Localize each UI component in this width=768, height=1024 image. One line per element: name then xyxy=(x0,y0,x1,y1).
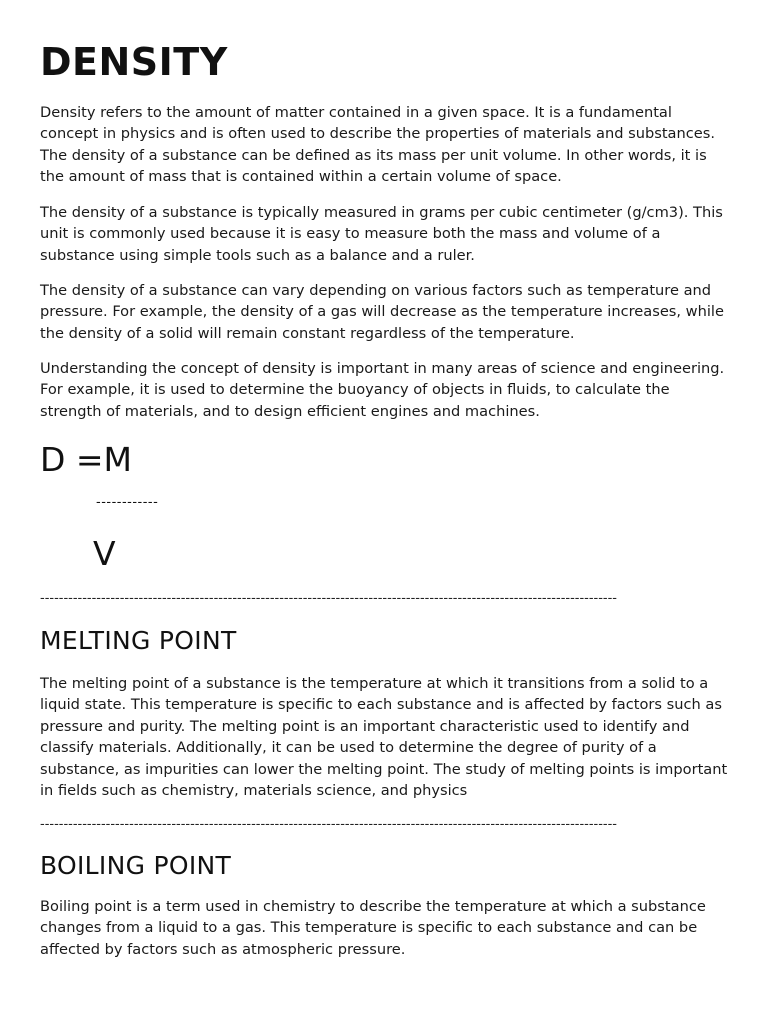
melting-point-paragraph: The melting point of a substance is the temperature at which it transitions from a solid to a liquid state. This temperature is specific to each substance and is affected by factors such as pressure and purity. The melting point is an important characteristic used to identify and classify materials. Additionally, it can be used to determine the degree of purity of a substance, as impurities can lower the melting point. The study of melting points is important in fields such as chemistry, materials science, and physics xyxy=(40,675,728,800)
density-paragraph-3: The density of a substance can vary depending on various factors such as temperature and pressure. For example, the density of a gas will decrease as the temperature increases, while the density of a solid will remain constant regardless of the temperature. xyxy=(40,282,724,342)
section-divider-1: --------------------------------------------------------------------------------------------------------------------------- xyxy=(40,591,617,606)
density-paragraph-1: Density refers to the amount of matter contained in a given space. It is a fundamental concept in physics and is often used to describe the properties of materials and substances. The density of a substance can be defined as its mass per unit volume. In other words, it is the amount of mass that is contained within a certain volume of space. xyxy=(40,104,715,186)
formula-denominator: V xyxy=(93,534,116,573)
density-paragraph-4: Understanding the concept of density is important in many areas of science and engineering. For example, it is used to determine the buoyancy of objects in fluids, to calculate the strength of materials, and to design efficient engines and machines. xyxy=(40,360,725,420)
melting-point-heading: MELTING POINT xyxy=(40,626,237,655)
boiling-point-paragraph: Boiling point is a term used in chemistry to describe the temperature at which a substance changes from a liquid to a gas. This temperature is specific to each substance and can be affected by factors such as atmospheric pressure. xyxy=(40,898,706,958)
formula-fraction-bar: ------------ xyxy=(96,495,159,510)
boiling-point-heading: BOILING POINT xyxy=(40,851,232,880)
section-divider-2: --------------------------------------------------------------------------------------------------------------------------- xyxy=(40,817,617,832)
density-paragraph-2: The density of a substance is typically measured in grams per cubic centimeter (g/cm3). This unit is commonly used because it is easy to measure both the mass and volume of a substance using simple tools such as a balance and a ruler. xyxy=(40,204,723,264)
density-heading: DENSITY xyxy=(40,40,228,84)
formula-numerator: D =M xyxy=(40,440,133,479)
